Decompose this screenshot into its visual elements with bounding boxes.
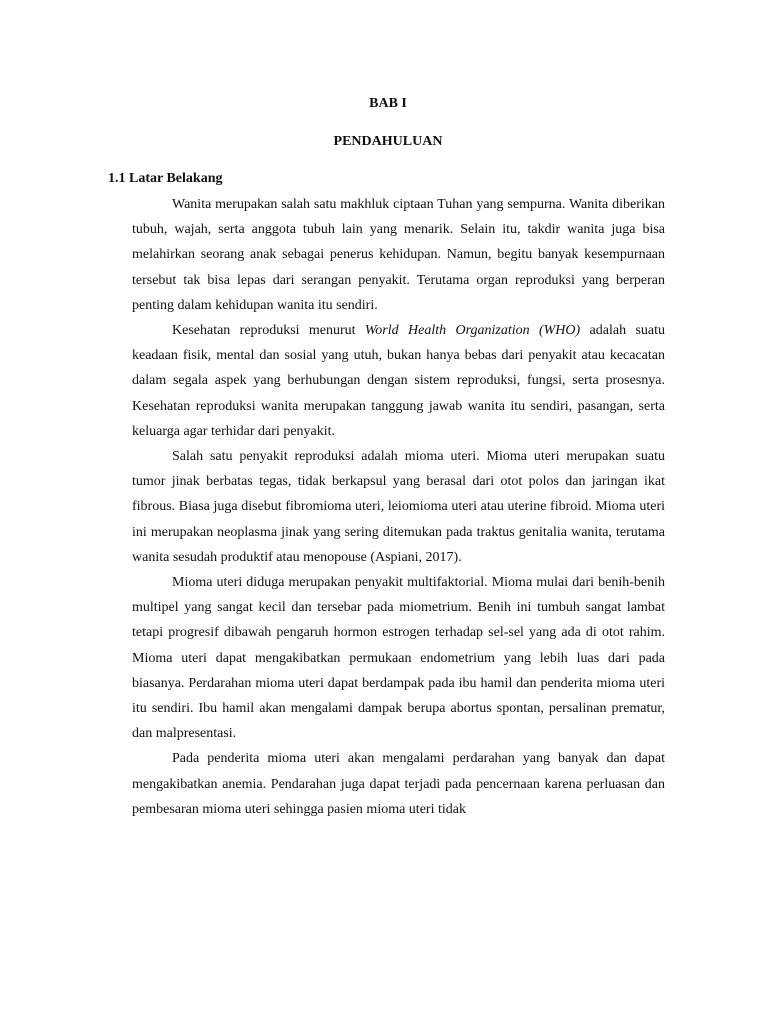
section-heading: 1.1 Latar Belakang (108, 171, 223, 186)
body-text (132, 192, 665, 822)
paragraph-5: Pada penderita mioma uteri akan mengalami perdarahan yang banyak dan dapat mengakibatkan anemia. Pendarahan juga dapat terjadi pada pencernaan karena perluasan dan pembesaran mioma uteri sehingga pasien mioma uteri tidak (132, 751, 665, 817)
paragraph-2 (132, 318, 665, 444)
who-term: World Health Organization (WHO) (364, 323, 581, 339)
paragraph-4: Mioma uteri diduga merupakan penyakit multifaktorial. Mioma mulai dari benih-benih multipel yang sangat kecil dan tersebar pada miometrium. Benih ini tumbuh sangat lambat tetapi progresif dibawah pengaruh hormon estrogen terhadap sel-sel yang ada di otot rahim. Mioma uteri dapat mengakibatkan permukaan endometrium yang lebih luas dari pada biasanya. Perdarahan mioma uteri dapat berdampak pada ibu hamil dan penderita mioma uteri itu sendiri. Ibu hamil akan mengalami dampak berupa abortus spontan, persalinan prematur, dan malpresentasi. (132, 575, 665, 742)
paragraph-2-lead: Kesehatan reproduksi menurut (172, 323, 365, 339)
paragraph-3: Salah satu penyakit reproduksi adalah mioma uteri. Mioma uteri merupakan suatu tumor jinak berbatas tegas, tidak berkapsul yang berasal dari otot polos dan jaringan ikat fibrous. Biasa juga disebut fibromioma uteri, leiomioma uteri atau uterine fibroid. Mioma uteri ini merupakan neoplasma jinak yang sering ditemukan pada traktus genitalia wanita, terutama wanita sesudah produktif atau menopouse (Aspiani, 2017). (132, 449, 665, 565)
chapter-heading: BAB I (369, 96, 407, 111)
chapter-title: PENDAHULUAN (333, 134, 443, 149)
paragraph-2-rest: adalah suatu keadaan fisik, mental dan sosial yang utuh, bukan hanya bebas dari penyakit atau kecacatan dalam segala aspek yang berhubungan dengan sistem reproduksi, fungsi, serta prosesnya. Kesehatan reproduksi wanita merupakan tanggung jawab wanita itu sendiri, pasangan, serta keluarga agar terhidar dari penyakit. (132, 323, 665, 439)
paragraph-1: Wanita merupakan salah satu makhluk ciptaan Tuhan yang sempurna. Wanita diberikan tubuh, wajah, serta anggota tubuh lain yang menarik. Selain itu, takdir wanita juga bisa melahirkan seorang anak sebagai penerus kehidupan. Namun, begitu banyak kesempurnaan tersebut tak bisa lepas dari serangan penyakit. Terutama organ reproduksi yang berperan penting dalam kehidupan wanita itu sendiri. (132, 197, 665, 313)
